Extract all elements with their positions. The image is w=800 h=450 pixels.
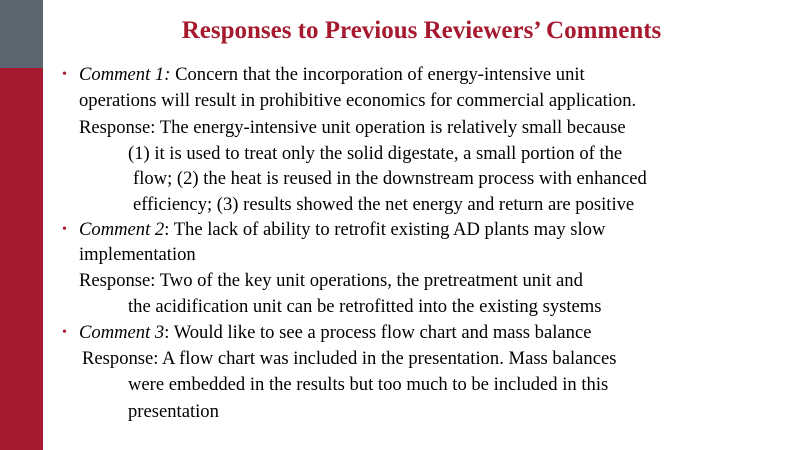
response-2-line-1: Response: Two of the key unit operations, the pretreatment unit and [79,270,583,291]
bullet-comment-3: • [62,325,67,340]
comment-1-line-1 [79,64,585,86]
sidebar-top-block [0,0,43,68]
response-3-line-3: presentation [128,401,219,422]
comment-2-line-2: implementation [79,244,196,265]
comment-2-text: : The lack of ability to retrofit existing AD plants may slow [164,219,606,240]
comment-1-text: Concern that the incorporation of energy-intensive unit [170,64,585,85]
comment-2-label: Comment 2 [79,219,165,240]
comment-1-line-2: operations will result in prohibitive economics for commercial application. [79,90,637,111]
slide-title: Responses to Previous Reviewers’ Comments [181,17,662,44]
comment-3-line-1 [79,322,591,344]
comment-3-text: : Would like to see a process flow chart and mass balance [164,322,592,343]
response-3-line-2: were embedded in the results but too much to be included in this [128,374,609,395]
comment-2-line-1 [79,219,605,241]
comment-3-label: Comment 3 [79,322,165,343]
bullet-comment-2: • [62,222,67,237]
response-1-line-3: flow; (2) the heat is reused in the downstream process with enhanced [133,168,647,189]
response-2-line-2: the acidification unit can be retrofitted into the existing systems [128,296,602,317]
response-1-line-4: efficiency; (3) results showed the net energy and return are positive [133,194,635,215]
response-1-line-2: (1) it is used to treat only the solid digestate, a small portion of the [128,143,623,164]
response-3-line-1: Response: A flow chart was included in the presentation. Mass balances [82,348,617,369]
response-1-line-1: Response: The energy-intensive unit operation is relatively small because [79,117,626,138]
sidebar-accent-bar [0,68,43,450]
comment-1-label: Comment 1: [79,64,171,85]
bullet-comment-1: • [62,67,67,82]
